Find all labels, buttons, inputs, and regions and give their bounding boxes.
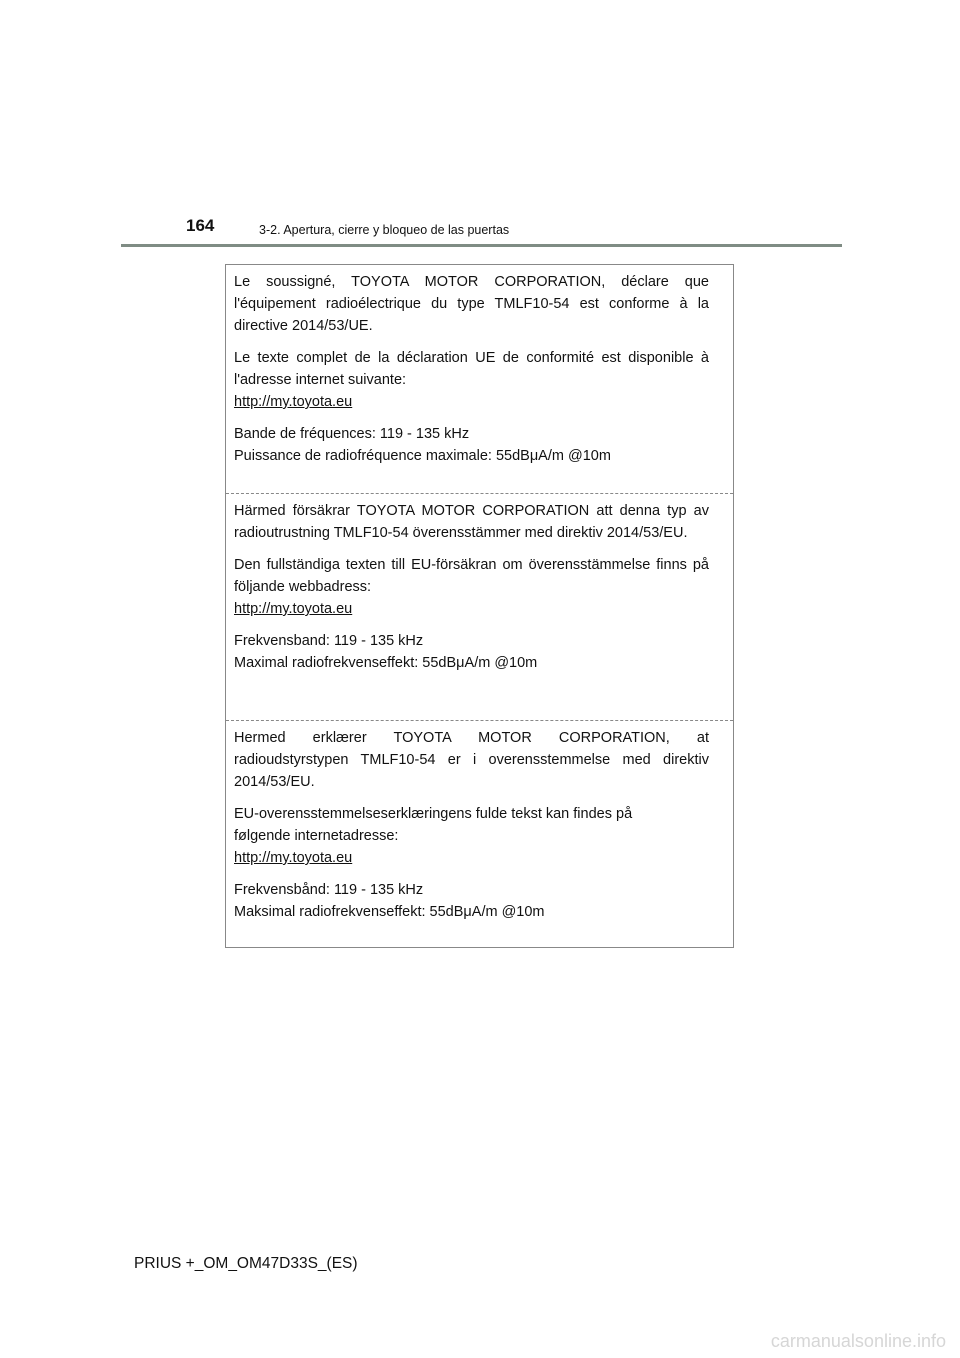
- header-divider: [121, 244, 842, 247]
- declaration-availability: Den fullständiga texten till EU-försäkran om överensstämmelse finns på följande webbadress:: [234, 557, 709, 595]
- max-power-text: Maksimal radiofrekvenseffekt: 55dBμA/m @10m: [234, 904, 545, 920]
- declaration-statement: Härmed försäkrar TOYOTA MOTOR CORPORATION att denna typ av radioutrustning TMLF10-54 överensstämmer med direktiv 2014/53/EU.: [234, 503, 709, 541]
- frequency-band-text: Frekvensband: 119 - 135 kHz: [234, 633, 424, 649]
- declaration-availability-line-1: EU-overensstemmelseserklæringens fulde tekst kan findes på: [234, 806, 633, 822]
- document-id: PRIUS +_OM_OM47D33S_(ES): [134, 1255, 358, 1272]
- frequency-band-text: Bande de fréquences: 119 - 135 kHz: [234, 426, 470, 442]
- frequency-band-text: Frekvensbånd: 119 - 135 kHz: [234, 882, 424, 898]
- declaration-availability: Le texte complet de la déclaration UE de conformité est disponible à l'adresse internet suivante:: [234, 350, 709, 388]
- declaration-availability-line-2: følgende internetadresse:: [234, 828, 399, 844]
- declaration-url-link[interactable]: http://my.toyota.eu: [234, 601, 353, 617]
- declaration-url-link[interactable]: http://my.toyota.eu: [234, 850, 353, 866]
- max-power-text: Puissance de radiofréquence maximale: 55dBμA/m @10m: [234, 448, 611, 464]
- declaration-box: [225, 264, 734, 948]
- max-power-text: Maximal radiofrekvenseffekt: 55dBμA/m @10m: [234, 655, 538, 671]
- declaration-french: [226, 265, 733, 494]
- declaration-url-link[interactable]: http://my.toyota.eu: [234, 394, 353, 410]
- declaration-danish: [226, 720, 733, 947]
- watermark-text: carmanualsonline.info: [770, 1331, 946, 1351]
- section-title: 3-2. Apertura, cierre y bloqueo de las puertas: [259, 223, 510, 237]
- page-number: 164: [186, 216, 215, 235]
- declaration-statement: Le soussigné, TOYOTA MOTOR CORPORATION, déclare que l'équipement radioélectrique du type TMLF10-54 est conforme à la directive 2014/53/UE.: [234, 274, 709, 334]
- declaration-statement: Hermed erklærer TOYOTA MOTOR CORPORATION, at radioudstyrstypen TMLF10-54 er i overensstemmelse med direktiv 2014/53/EU.: [234, 730, 709, 790]
- declaration-swedish: [226, 493, 733, 720]
